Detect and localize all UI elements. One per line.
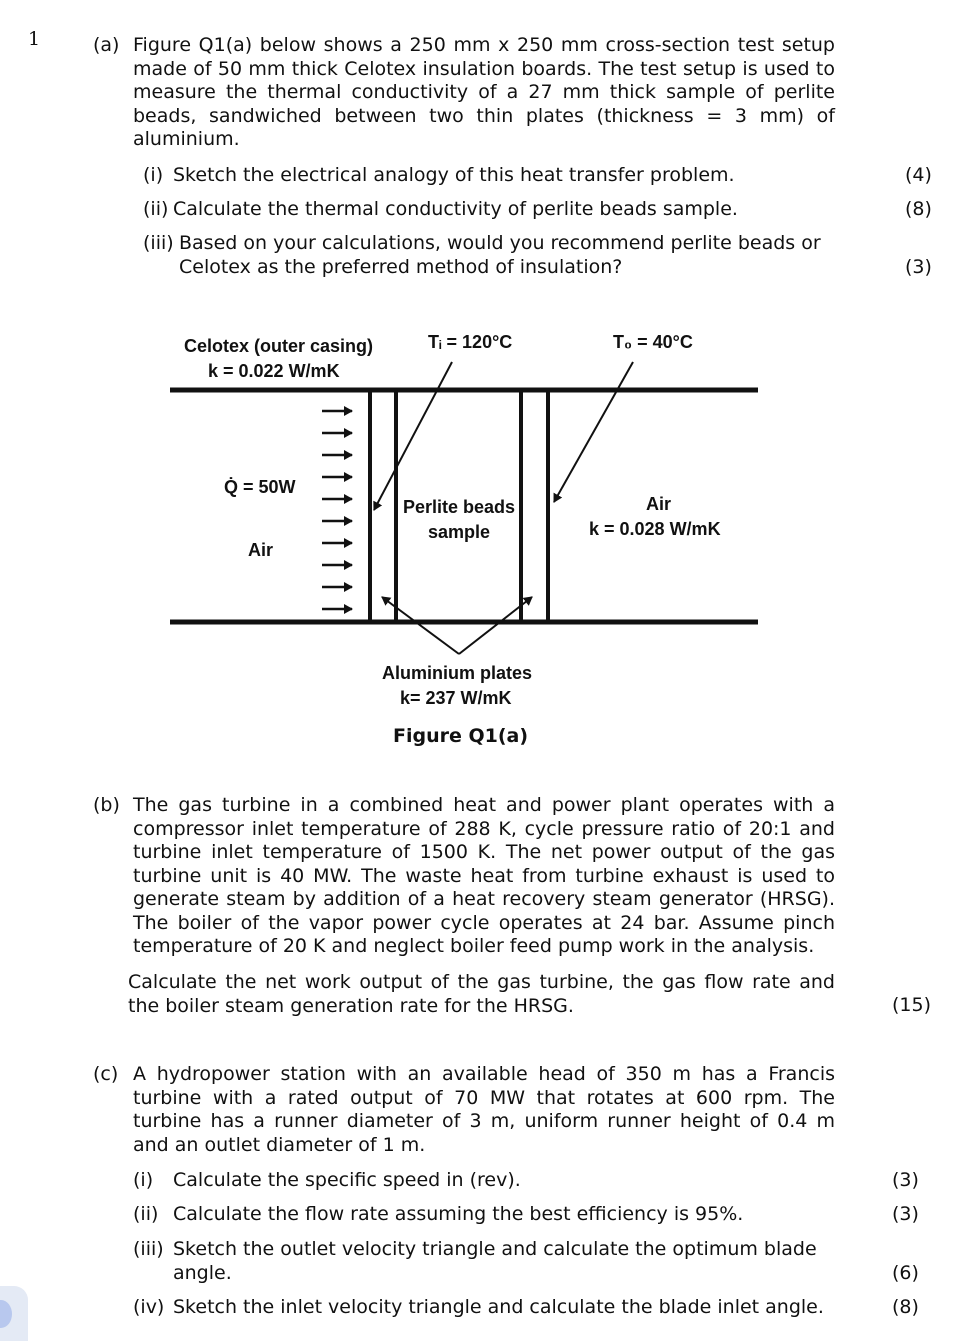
part-c-i-text: Calculate the specific speed in (rev). [173,1169,521,1191]
part-c-iii-marks: (6) [892,1262,919,1284]
part-c-i-label: (i) [133,1169,154,1191]
part-a-ii-label: (ii) [143,198,169,220]
part-c-iv-marks: (8) [892,1296,919,1318]
part-c-label: (c) [93,1063,119,1085]
part-a-ii-text: Calculate the thermal conductivity of perlite beads sample. [173,198,738,220]
ti-label: Tᵢ = 120°C [428,332,513,352]
part-c-iii-label: (iii) [133,1238,164,1260]
part-c-i-marks: (3) [892,1169,919,1191]
air-left-label: Air [248,540,274,560]
part-c-iii-text: Sketch the outlet velocity triangle and calculate the optimum blade angle. [173,1238,817,1284]
alu-leader-left [382,597,459,654]
celotex-k: k = 0.022 W/mK [208,361,340,381]
figure-caption: Figure Q1(a) [393,725,529,747]
aluminium-label-2: k= 237 W/mK [400,688,512,708]
to-leader-arrow [554,362,633,502]
part-a-iii-marks: (3) [905,256,932,278]
part-c-ii-marks: (3) [892,1203,919,1225]
part-c-text: A hydropower station with an available head of 350 m has a Francis turbine with a rated output of 70 MW that rotates at 600 rpm. The turbine has a runner diameter of 3 m, uniform runner height of 0.4 m and an outlet diameter of 1 m. [133,1063,835,1156]
part-a-i-label: (i) [143,164,164,186]
part-c-ii-label: (ii) [133,1203,159,1225]
part-a-iii-text: Based on your calculations, would you recommend perlite beads or Celotex as the preferred method of insulation? [179,232,821,278]
part-a-text: Figure Q1(a) below shows a 250 mm x 250 mm cross-section test setup made of 50 mm thick Celotex insulation boards. The test setup is used to measure the thermal conductivity of a 27 mm thick sample of perlite beads, sandwiched between two thin plates (thickness = 3 mm) of aluminium. [133,34,835,150]
part-a-iii-label: (iii) [143,232,174,254]
heat-flow-arrows [322,411,352,609]
air-right-label: Air [646,494,672,514]
part-b-question: Calculate the net work output of the gas turbine, the gas flow rate and the boiler steam generation rate for the HRSG. [128,971,835,1017]
perlite-label-2: sample [428,522,491,542]
aluminium-label-1: Aluminium plates [382,663,533,683]
part-a-i-text: Sketch the electrical analogy of this heat transfer problem. [173,164,735,186]
part-b-text: The gas turbine in a combined heat and power plant operates with a compressor inlet temperature of 288 K, cycle pressure ratio of 20:1 and turbine inlet temperature of 1500 K. The net power output of the gas turbine unit is 40 MW. The waste heat from turbine exhaust is used to generate steam by addition of a heat recovery steam generator (HRSG). The boiler of the vapor power cycle operates at 24 bar. Assume pinch temperature of 20 K and neglect boiler feed pump work in the analysis. [133,794,835,957]
figure-q1a-diagram [0,300,968,660]
part-c-iv-text: Sketch the inlet velocity triangle and calculate the blade inlet angle. [173,1296,824,1318]
ti-leader-arrow [374,362,452,510]
part-b-marks: (15) [892,994,932,1016]
to-label: T₀ = 40°C [613,332,693,352]
celotex-title: Celotex (outer casing) [184,336,374,356]
part-c-iv-label: (iv) [133,1296,165,1318]
part-a-label: (a) [93,34,120,56]
part-c-ii-text: Calculate the flow rate assuming the best efficiency is 95%. [173,1203,744,1225]
alu-leader-right [459,597,532,654]
page-number: 1 [28,28,41,50]
part-a-i-marks: (4) [905,164,932,186]
q-label: Q̇ = 50W [224,477,296,497]
part-a-ii-marks: (8) [905,198,932,220]
part-b-label: (b) [93,794,120,816]
perlite-label-1: Perlite beads [403,497,516,517]
air-right-k: k = 0.028 W/mK [589,519,721,539]
